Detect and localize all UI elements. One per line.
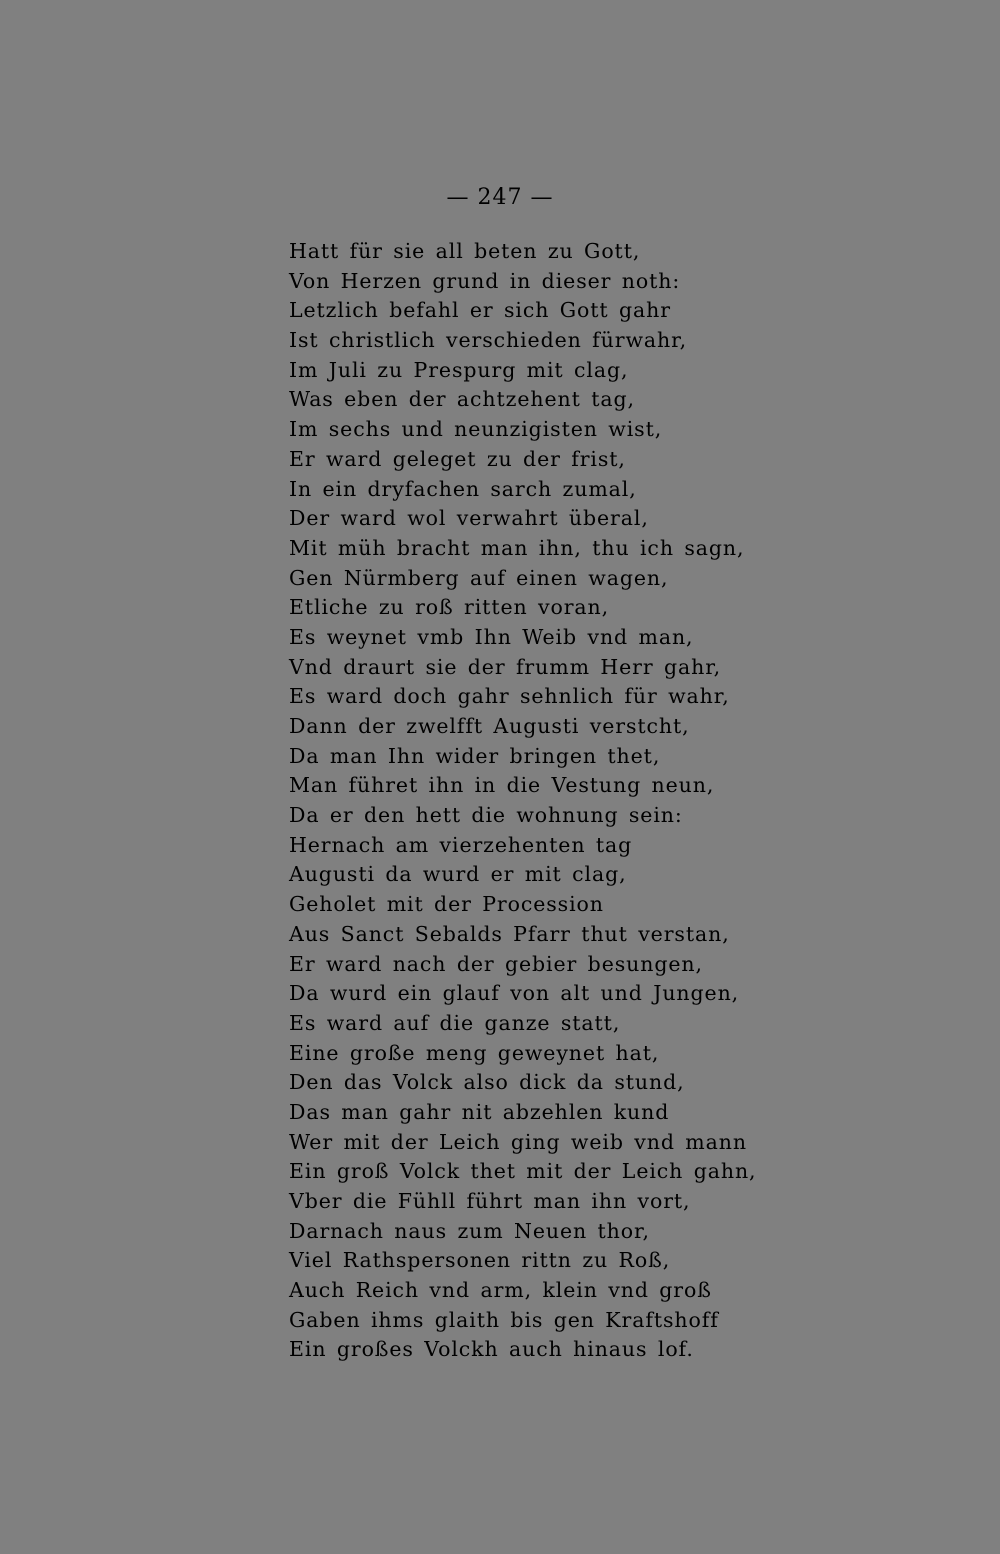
poem-line: Ein großes Volckh auch hinaus lof.	[289, 1337, 694, 1362]
poem-line: Augusti da wurd er mit clag,	[289, 862, 627, 887]
poem-line: Etliche zu roß ritten voran,	[289, 595, 610, 620]
poem-line: Vber die Fühll führt man ihn vort,	[289, 1189, 691, 1213]
poem-line: Er ward nach der gebier besungen,	[289, 951, 703, 976]
poem-line: Den das Volck also dick da stund,	[289, 1070, 685, 1095]
poem-line: Er ward geleget zu der frist,	[289, 446, 626, 471]
poem-line: Ist christlich verschieden fürwahr,	[289, 328, 687, 353]
poem-line: Aus Sanct Sebalds Pfarr thut verstan,	[289, 921, 730, 946]
poem-line: Von Herzen grund in dieser noth:	[289, 268, 681, 293]
poem-line: Gen Nürmberg auf einen wagen,	[289, 565, 669, 590]
poem-line: Vnd draurt sie der frumm Herr gahr,	[289, 654, 722, 679]
poem-line: Das man gahr nit abzehlen kund	[289, 1099, 670, 1124]
poem-line: Mit müh bracht man ihn, thu ich sagn,	[289, 535, 745, 560]
poem-line: Darnach naus zum Neuen thor,	[289, 1218, 650, 1243]
poem-line: Geholet mit der Procession	[289, 892, 604, 917]
poem-line: Es weynet vmb Ihn Weib vnd man,	[289, 624, 694, 649]
poem-line: Wer mit der Leich ging weib vnd mann	[289, 1129, 747, 1154]
poem-line: Man führet ihn in die Vestung neun,	[289, 773, 715, 798]
poem-line: Es ward doch gahr sehnlich für wahr,	[289, 684, 730, 709]
poem-line: In ein dryfachen sarch zumal,	[289, 476, 637, 501]
poem-line: Eine große meng geweynet hat,	[289, 1040, 660, 1065]
poem-line: Im Juli zu Prespurg mit clag,	[289, 357, 629, 382]
poem-line: Im sechs und neunzigisten wist,	[289, 417, 663, 442]
poem-line: Da wurd ein glauf von alt und Jungen,	[289, 981, 740, 1006]
poem-line: Gaben ihms glaith bis gen Kraftshoff	[289, 1307, 719, 1332]
poem-text	[289, 237, 756, 1365]
poem-line: Es ward auf die ganze statt,	[289, 1010, 621, 1035]
poem-line: Letzlich befahl er sich Gott gahr	[289, 298, 671, 323]
poem-line: Da er den hett die wohnung sein:	[289, 803, 683, 828]
poem-line: Hatt für sie all beten zu Gott,	[289, 239, 641, 263]
poem-line: Der ward wol verwahrt überal,	[289, 506, 649, 531]
page-number: — 247 —	[446, 185, 554, 210]
poem-line: Viel Rathspersonen rittn zu Roß,	[289, 1248, 671, 1273]
poem-line: Da man Ihn wider bringen thet,	[289, 743, 661, 768]
poem-line: Hernach am vierzehenten tag	[289, 832, 633, 857]
poem-line: Was eben der achtzehent tag,	[289, 387, 635, 412]
poem-line: Dann der zwelfft Augusti verstcht,	[289, 714, 690, 738]
poem-line: Ein groß Volck thet mit der Leich gahn,	[289, 1159, 757, 1184]
poem-line: Auch Reich vnd arm, klein vnd groß	[289, 1278, 712, 1303]
